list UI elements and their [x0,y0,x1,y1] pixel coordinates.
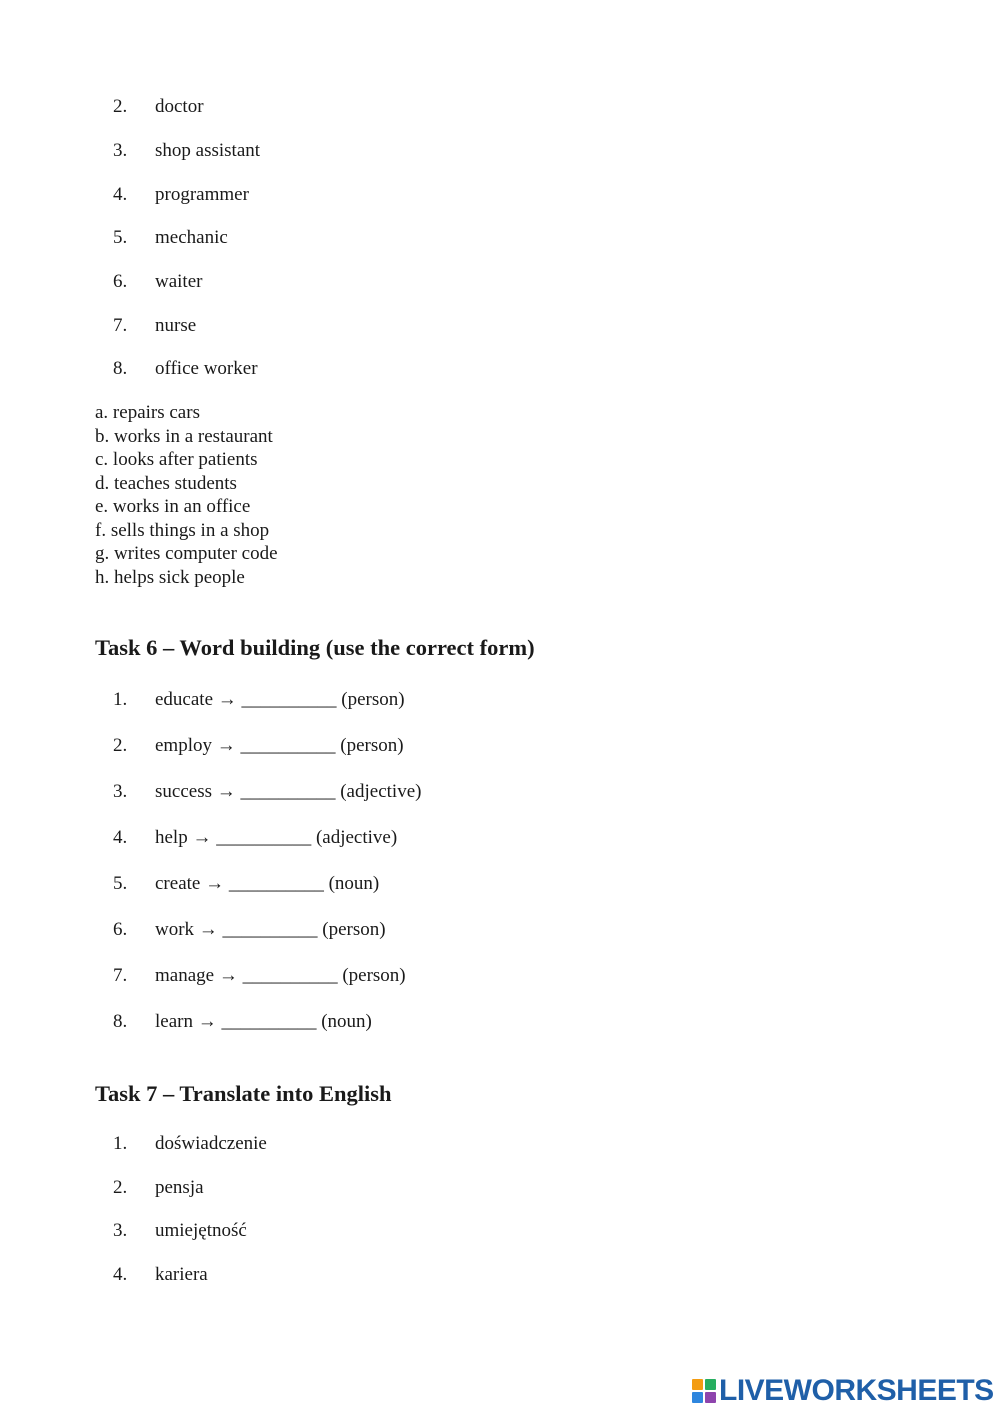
liveworksheets-logo-icon [692,1379,716,1403]
liveworksheets-logo[interactable] [692,1375,994,1407]
definition-item: f. sells things in a shop [95,519,270,541]
definition-item: c. looks after patients [95,449,258,470]
task6-heading: Task 6 – Word building (use the correct form) [95,635,535,660]
worksheet-page: 2. doctor 3. shop assistant 4. programmer 5. mechanic 6. waiter 7. nurse 8. office worker a. repairs cars b. works in a restaurant c. looks after patients d. teaches students e. works in an office f. sells things in a shop g. writes computer code h. helps sick people Task 6 – Word building (use the correct form) 1. educate → __________ (person) 2. employ → __________ (person) 3. success → __________ (adjective) 4. help → __________ (adjective) 5. create → __________ (noun) 6. work → __________ (person) 7. manage → __________ (person) 8. learn → __________ (noun) Task 7 – Translate into English 1. doświadczenie 2. pensja 3. umiejętność 4. kariera LIVEWORKSHEETS [95,96,994,1407]
definition-item: a. repairs cars [95,402,200,423]
logo-text: LIVEWORKSHEETS [719,1374,994,1407]
definition-item: h. helps sick people [95,566,245,588]
logo-square-icon [705,1392,716,1403]
logo-square-icon [692,1392,703,1403]
definition-item: e. works in an office [95,496,251,517]
task7-heading: Task 7 – Translate into English [95,1081,392,1106]
definition-item: g. writes computer code [95,543,278,564]
definition-item: d. teaches students [95,472,237,494]
definitions-list [95,401,278,589]
logo-square-icon [705,1379,716,1390]
logo-square-icon [692,1379,703,1390]
definition-item: b. works in a restaurant [95,425,273,447]
